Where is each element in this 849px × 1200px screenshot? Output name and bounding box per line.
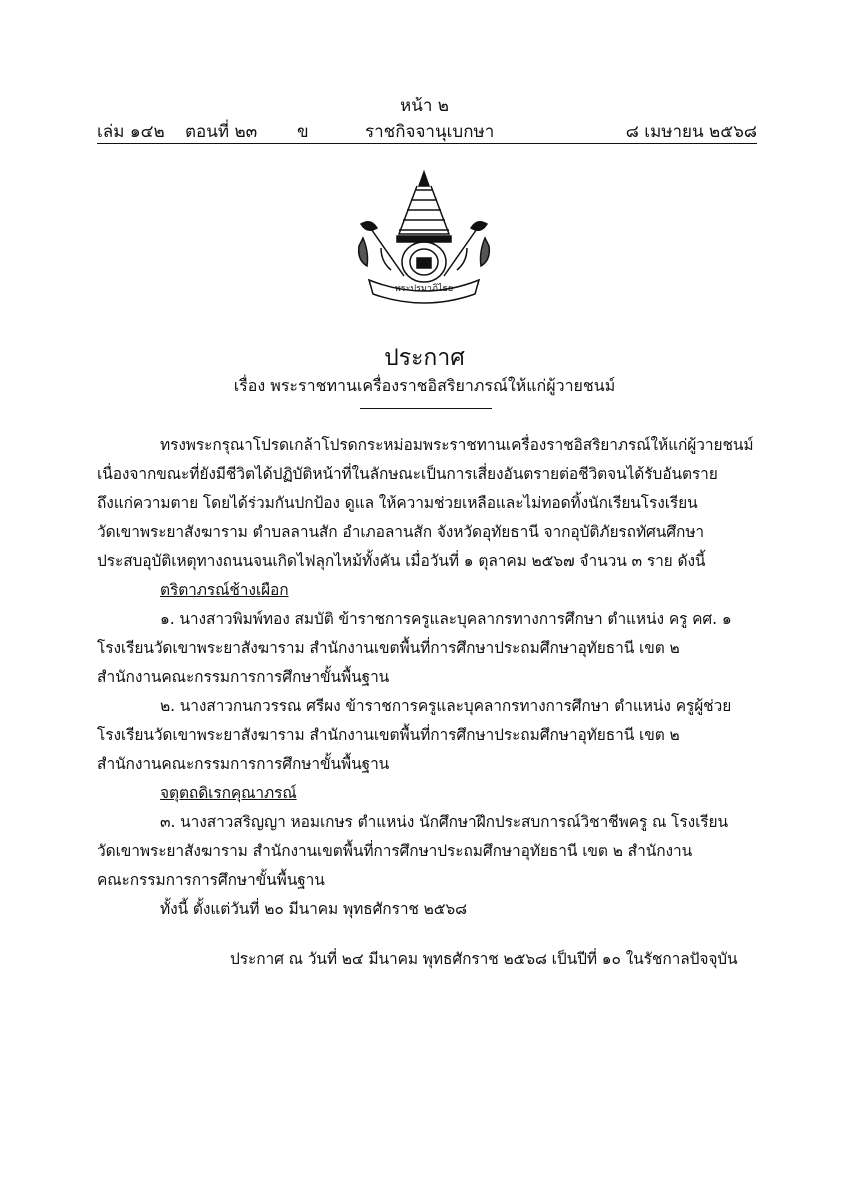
- text-line: ประสบอุบัติเหตุทางถนนจนเกิดไฟลุกไหม้ทั้งคัน เมื่อวันที่ ๑ ตุลาคม ๒๕๖๗ จำนวน ๓ ราย ดังนี้: [97, 552, 706, 570]
- gazette-title: ราชกิจจานุเบกษา: [365, 122, 495, 142]
- text-line: สำนักงานคณะกรรมการการศึกษาขั้นพื้นฐาน: [97, 755, 390, 773]
- seal-ribbon-text: พระปรมาภิไธย: [394, 284, 454, 294]
- text-line: วัดเขาพระยาสังฆาราม ตำบลลานสัก อำเภอลานสัก จังหวัดอุทัยธานี จากอุบัติภัยรถทัศนศึกษา: [97, 523, 705, 541]
- closing-statement: ประกาศ ณ วันที่ ๒๔ มีนาคม พุทธศักราช ๒๕๖๘ เป็นปีที่ ๑๐ ในรัชกาลปัจจุบัน: [230, 950, 738, 968]
- text-line: ๑. นางสาวพิมพ์ทอง สมบัติ ข้าราชการครูและบุคลากรทางการศึกษา ตำแหน่ง ครู คศ. ๑: [160, 610, 732, 628]
- volume-number: เล่ม ๑๔๒: [97, 122, 165, 142]
- royal-seal-icon: [349, 168, 499, 308]
- text-line: โรงเรียนวัดเขาพระยาสังฆาราม สำนักงานเขตพื้นที่การศึกษาประถมศึกษาอุทัยธานี เขต ๒: [97, 726, 680, 744]
- text-line: วัดเขาพระยาสังฆาราม สำนักงานเขตพื้นที่การศึกษาประถมศึกษาอุทัยธานี เขต ๒ สำนักงาน: [97, 842, 693, 860]
- publication-date: ๘ เมษายน ๒๕๖๘: [625, 122, 757, 142]
- text-line: โรงเรียนวัดเขาพระยาสังฆาราม สำนักงานเขตพื้นที่การศึกษาประถมศึกษาอุทัยธานี เขต ๒: [97, 639, 680, 657]
- announcement-subject: เรื่อง พระราชทานเครื่องราชอิสริยาภรณ์ให้แก่ผู้วายชนม์: [233, 376, 616, 395]
- announcement-title: ประกาศ: [384, 345, 465, 371]
- section-label: ข: [297, 122, 309, 142]
- text-line: สำนักงานคณะกรรมการการศึกษาขั้นพื้นฐาน: [97, 668, 390, 686]
- award-heading: ตริตาภรณ์ช้างเผือก: [160, 581, 289, 599]
- text-line: ทรงพระกรุณาโปรดเกล้าโปรดกระหม่อมพระราชทานเครื่องราชอิสริยาภรณ์ให้แก่ผู้วายชนม์: [160, 436, 754, 454]
- text-line: ถึงแก่ความตาย โดยได้ร่วมกันปกป้อง ดูแล ให้ความช่วยเหลือและไม่ทอดทิ้งนักเรียนโรงเรียน: [97, 494, 698, 512]
- text-line: เนื่องจากขณะที่ยังมีชีวิตได้ปฏิบัติหน้าที่ในลักษณะเป็นการเสี่ยงอันตรายต่อชีวิตจนได้รับอันตราย: [97, 465, 718, 483]
- award-heading: จตุตถดิเรกคุณาภรณ์: [160, 784, 297, 802]
- header-divider: [97, 143, 757, 144]
- subject-divider: [360, 408, 492, 409]
- issue-number: ตอนที่ ๒๓: [185, 122, 258, 142]
- text-line: ๒. นางสาวกนกวรรณ ศรีผง ข้าราชการครูและบุคลากรทางการศึกษา ตำแหน่ง ครูผู้ช่วย: [160, 697, 732, 715]
- effective-date: ทั้งนี้ ตั้งแต่วันที่ ๒๐ มีนาคม พุทธศักราช ๒๕๖๘: [160, 900, 468, 918]
- page-number: หน้า ๒: [400, 96, 449, 116]
- text-line: ๓. นางสาวสริญญา หอมเกษร ตำแหน่ง นักศึกษาฝึกประสบการณ์วิชาชีพครู ณ โรงเรียน: [160, 813, 728, 831]
- text-line: คณะกรรมการการศึกษาขั้นพื้นฐาน: [97, 871, 325, 889]
- gazette-header: [97, 118, 757, 142]
